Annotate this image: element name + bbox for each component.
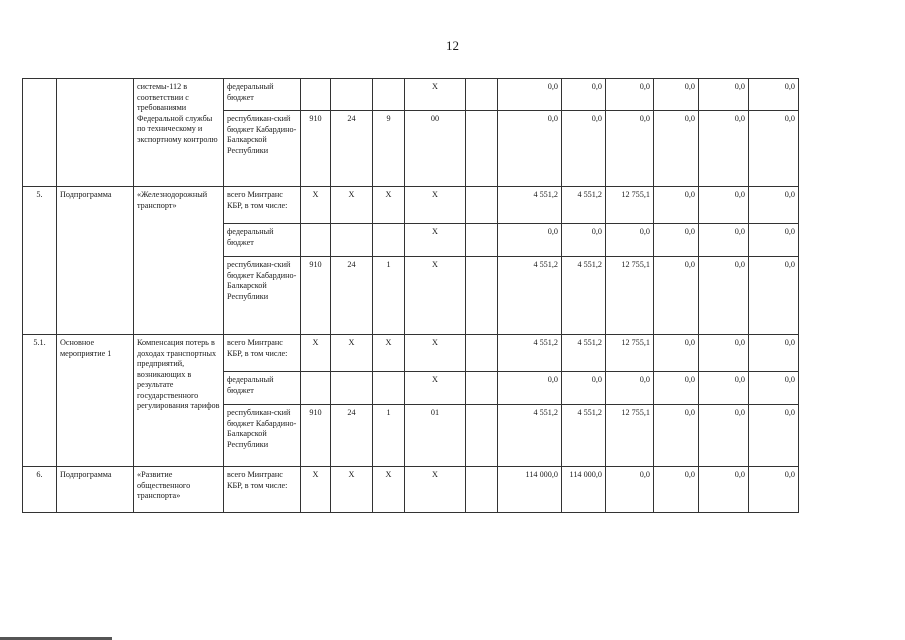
code-extra-cell xyxy=(466,111,498,187)
amount-cell-3: 12 755,1 xyxy=(606,335,654,372)
code-pp-cell: 1 xyxy=(373,257,405,335)
amount-cell-3: 0,0 xyxy=(606,79,654,111)
amount-cell-3: 0,0 xyxy=(606,372,654,405)
amount-cell-1: 0,0 xyxy=(498,224,562,257)
status-cell: Основное мероприятие 1 xyxy=(57,335,134,467)
code-extra-cell xyxy=(466,405,498,467)
amount-cell-4: 0,0 xyxy=(654,187,699,224)
code-gp-cell: 24 xyxy=(331,111,373,187)
amount-cell-4: 0,0 xyxy=(654,224,699,257)
amount-cell-6: 0,0 xyxy=(749,372,799,405)
amount-cell-3: 0,0 xyxy=(606,467,654,513)
code-grbs-cell xyxy=(301,79,331,111)
code-pp-cell: 1 xyxy=(373,405,405,467)
code-grbs-cell: 910 xyxy=(301,405,331,467)
code-om-cell: Х xyxy=(405,257,466,335)
code-grbs-cell xyxy=(301,372,331,405)
code-gp-cell: 24 xyxy=(331,257,373,335)
amount-cell-4: 0,0 xyxy=(654,111,699,187)
amount-cell-5: 0,0 xyxy=(699,405,749,467)
code-om-cell: 00 xyxy=(405,111,466,187)
amount-cell-2: 0,0 xyxy=(562,111,606,187)
code-grbs-cell: 910 xyxy=(301,111,331,187)
table-row xyxy=(23,79,859,111)
code-gp-cell: Х xyxy=(331,335,373,372)
amount-cell-6: 0,0 xyxy=(749,79,799,111)
code-grbs-cell: Х xyxy=(301,467,331,513)
code-gp-cell: 24 xyxy=(331,405,373,467)
amount-cell-3: 0,0 xyxy=(606,224,654,257)
code-pp-cell xyxy=(373,79,405,111)
amount-cell-1: 4 551,2 xyxy=(498,405,562,467)
program-name-cell: «Развитие общественного транспорта» xyxy=(134,467,224,513)
code-pp-cell xyxy=(373,224,405,257)
code-om-cell: Х xyxy=(405,79,466,111)
amount-cell-6: 0,0 xyxy=(749,187,799,224)
amount-cell-2: 0,0 xyxy=(562,79,606,111)
amount-cell-4: 0,0 xyxy=(654,467,699,513)
amount-cell-5: 0,0 xyxy=(699,372,749,405)
code-extra-cell xyxy=(466,467,498,513)
table-row xyxy=(23,467,859,513)
row-number-cell: 5. xyxy=(23,187,57,335)
code-pp-cell: Х xyxy=(373,467,405,513)
code-gp-cell xyxy=(331,372,373,405)
amount-cell-4: 0,0 xyxy=(654,79,699,111)
status-cell: Подпрограмма xyxy=(57,187,134,335)
table-row xyxy=(23,187,859,224)
code-om-cell: Х xyxy=(405,372,466,405)
code-gp-cell: Х xyxy=(331,187,373,224)
status-cell: Подпрограмма xyxy=(57,467,134,513)
status-cell xyxy=(57,79,134,187)
code-gp-cell: Х xyxy=(331,467,373,513)
amount-cell-3: 12 755,1 xyxy=(606,257,654,335)
amount-cell-1: 0,0 xyxy=(498,372,562,405)
budget-table xyxy=(22,78,859,513)
code-extra-cell xyxy=(466,224,498,257)
amount-cell-1: 0,0 xyxy=(498,111,562,187)
code-om-cell: Х xyxy=(405,335,466,372)
code-pp-cell: 9 xyxy=(373,111,405,187)
code-om-cell: Х xyxy=(405,467,466,513)
funding-source-cell: всего Минтранс КБР, в том числе: xyxy=(224,187,301,224)
amount-cell-3: 12 755,1 xyxy=(606,187,654,224)
page-number: 12 xyxy=(446,38,459,53)
amount-cell-2: 0,0 xyxy=(562,224,606,257)
table-row xyxy=(23,335,859,372)
amount-cell-2: 0,0 xyxy=(562,372,606,405)
code-pp-cell: Х xyxy=(373,335,405,372)
code-extra-cell xyxy=(466,187,498,224)
amount-cell-3: 0,0 xyxy=(606,111,654,187)
row-number-cell: 5.1. xyxy=(23,335,57,467)
funding-source-cell: республикан-ский бюджет Кабардино-Балкарской Республики xyxy=(224,257,301,335)
funding-source-cell: республикан-ский бюджет Кабардино-Балкарской Республики xyxy=(224,405,301,467)
amount-cell-5: 0,0 xyxy=(699,111,749,187)
code-extra-cell xyxy=(466,335,498,372)
program-name-cell: Компенсация потерь в доходах транспортных предприятий, возникающих в результате государственного регулирования тарифов xyxy=(134,335,224,467)
amount-cell-2: 4 551,2 xyxy=(562,405,606,467)
amount-cell-4: 0,0 xyxy=(654,372,699,405)
code-grbs-cell: Х xyxy=(301,187,331,224)
amount-cell-1: 114 000,0 xyxy=(498,467,562,513)
code-extra-cell xyxy=(466,257,498,335)
amount-cell-6: 0,0 xyxy=(749,224,799,257)
code-extra-cell xyxy=(466,372,498,405)
funding-source-cell: федеральный бюджет xyxy=(224,224,301,257)
amount-cell-5: 0,0 xyxy=(699,257,749,335)
amount-cell-4: 0,0 xyxy=(654,257,699,335)
amount-cell-1: 4 551,2 xyxy=(498,257,562,335)
amount-cell-6: 0,0 xyxy=(749,257,799,335)
amount-cell-5: 0,0 xyxy=(699,79,749,111)
code-extra-cell xyxy=(466,79,498,111)
amount-cell-6: 0,0 xyxy=(749,405,799,467)
amount-cell-1: 0,0 xyxy=(498,79,562,111)
funding-source-cell: федеральный бюджет xyxy=(224,79,301,111)
code-pp-cell xyxy=(373,372,405,405)
amount-cell-2: 114 000,0 xyxy=(562,467,606,513)
amount-cell-5: 0,0 xyxy=(699,187,749,224)
amount-cell-5: 0,0 xyxy=(699,467,749,513)
amount-cell-4: 0,0 xyxy=(654,335,699,372)
funding-source-cell: всего Минтранс КБР, в том числе: xyxy=(224,467,301,513)
funding-source-cell: республикан-ский бюджет Кабардино-Балкарской Республики xyxy=(224,111,301,187)
amount-cell-6: 0,0 xyxy=(749,467,799,513)
amount-cell-3: 12 755,1 xyxy=(606,405,654,467)
code-pp-cell: Х xyxy=(373,187,405,224)
code-om-cell: 01 xyxy=(405,405,466,467)
program-name-cell: «Железнодорожный транспорт» xyxy=(134,187,224,335)
amount-cell-1: 4 551,2 xyxy=(498,335,562,372)
amount-cell-2: 4 551,2 xyxy=(562,187,606,224)
funding-source-cell: всего Минтранс КБР, в том числе: xyxy=(224,335,301,372)
code-om-cell: Х xyxy=(405,224,466,257)
code-gp-cell xyxy=(331,79,373,111)
code-grbs-cell: 910 xyxy=(301,257,331,335)
row-number-cell xyxy=(23,79,57,187)
amount-cell-1: 4 551,2 xyxy=(498,187,562,224)
program-name-cell: системы-112 в соответствии с требованиями Федеральной службы по техническому и экспортному контролю xyxy=(134,79,224,187)
amount-cell-6: 0,0 xyxy=(749,335,799,372)
amount-cell-4: 0,0 xyxy=(654,405,699,467)
amount-cell-5: 0,0 xyxy=(699,335,749,372)
row-number-cell: 6. xyxy=(23,467,57,513)
amount-cell-2: 4 551,2 xyxy=(562,257,606,335)
code-grbs-cell: Х xyxy=(301,335,331,372)
amount-cell-6: 0,0 xyxy=(749,111,799,187)
code-gp-cell xyxy=(331,224,373,257)
amount-cell-2: 4 551,2 xyxy=(562,335,606,372)
code-om-cell: Х xyxy=(405,187,466,224)
funding-source-cell: федеральный бюджет xyxy=(224,372,301,405)
code-grbs-cell xyxy=(301,224,331,257)
amount-cell-5: 0,0 xyxy=(699,224,749,257)
